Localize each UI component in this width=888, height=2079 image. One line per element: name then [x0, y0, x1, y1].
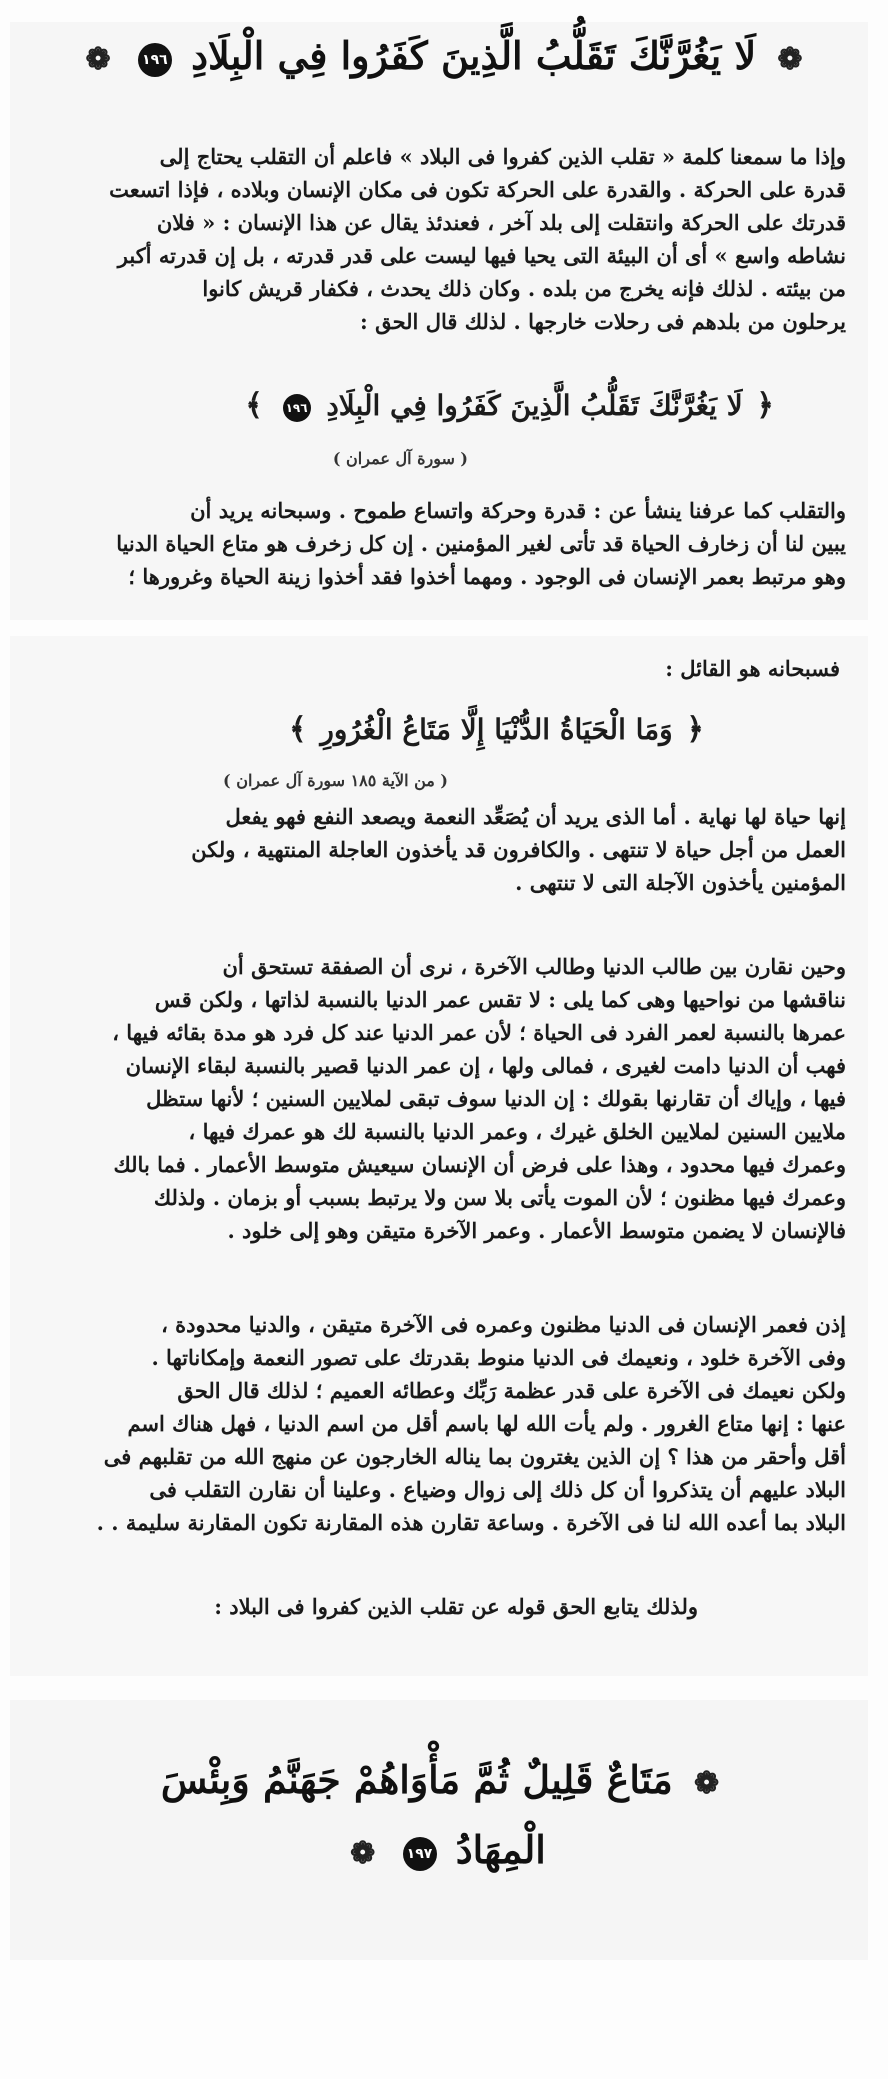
- text-line: من بيئته . لذلك فإنه يخرج من بلده . وكان ذلك يحدث ، فكفار قريش كانوا: [202, 276, 846, 301]
- paragraph-4: [46, 950, 846, 1247]
- bracket-open: ﴿: [686, 712, 704, 747]
- text-line: يرحلون من بلدهم فى رحلات خارجها . لذلك قال الحق :: [360, 309, 846, 334]
- text-line: البلاد عليهم أن يتذكروا أن كل ذلك إلى زوال وضياع . وعلينا أن نقارن التقلب فى: [149, 1477, 846, 1502]
- footer-verse-text-2: الْمِهَادُ: [455, 1827, 546, 1872]
- text-line: المؤمنين يأخذون الآجلة التى لا تنتهى .: [515, 870, 846, 895]
- paragraph-1: [46, 140, 846, 338]
- text-line: ولكن نعيمك فى الآخرة على قدر عظمة رَبِّك وعطائه العميم ؛ لذلك قال الحق: [177, 1378, 846, 1403]
- text-line: وفى الآخرة خلود ، ونعيمك فى الدنيا منوط بقدرتك على تصور النعمة وإمكاناتها .: [151, 1345, 846, 1370]
- text-line: البلاد بما أعده الله لنا فى الآخرة . وساعة تقارن هذه المقارنة تكون المقارنة سليمة . .: [96, 1510, 846, 1535]
- text-line: والتقلب كما عرفنا ينشأ عن : قدرة وحركة واتساع طموح . وسبحانه يريد أن: [190, 498, 846, 523]
- ornament-icon: ❁: [693, 1766, 720, 1801]
- paragraph-2: [46, 494, 846, 593]
- text-line: فهب أن الدنيا دامت لغيرى ، فمالى ولها ، إن عمر الدنيا قصير بالنسبة لبقاء الإنسان: [125, 1053, 846, 1078]
- quote-verse-1-text: لَا يَغُرَّنَّكَ تَقَلُّبُ الَّذِينَ كَفَرُوا فِي الْبِلَادِ: [326, 389, 743, 422]
- text-line: نشاطه واسع » أى أن البيئة التى يحيا فيها ليست على قدر قدرته ، بل إن قدرته أكبر: [117, 243, 846, 268]
- text-line: وعمرك فيها مظنون ؛ لأن الموت يأتى بلا سن ولا يرتبط بسبب أو بزمان . ولذلك: [153, 1185, 846, 1210]
- paragraph-5: [46, 1308, 846, 1539]
- ornament-icon: ❁: [777, 42, 803, 77]
- header-verse: [40, 26, 848, 90]
- bracket-close: ﴾: [288, 712, 307, 747]
- text-line: إذن فعمر الإنسان فى الدنيا مظنون وعمره فى الآخرة متيقن ، والدنيا محدودة ،: [161, 1312, 846, 1337]
- text-line: إنها حياة لها نهاية . أما الذى يريد أن يُصَعِّد النعمة ويصعد النفع فهو يفعل: [225, 804, 846, 829]
- intro-line: فسبحانه هو القائل :: [665, 656, 840, 681]
- quote-verse-2-text: وَمَا الْحَيَاةُ الدُّنْيَا إِلَّا مَتَاعُ الْغُرُورِ: [320, 713, 673, 746]
- text-line: وإذا ما سمعنا كلمة « تقلب الذين كفروا فى البلاد » فاعلم أن التقلب يحتاج إلى: [159, 144, 846, 169]
- ornament-icon: ❁: [85, 42, 111, 77]
- ayah-number-badge: ١٩٧: [403, 1837, 437, 1871]
- bracket-open: ﴿: [756, 388, 774, 423]
- text-line: وعمرك فيها محدود ، وهذا على فرض أن الإنسان سيعيش متوسط الأعمار . فما بالك: [113, 1152, 846, 1177]
- bracket-close: ﴾: [245, 388, 263, 423]
- text-line: عمرها بالنسبة لعمر الفرد فى الحياة ؛ لأن عمر الدنيا عند كل فرد هو مدة بقائه فيها ،: [112, 1020, 846, 1045]
- text-line: قدرتك على الحركة وانتقلت إلى بلد آخر ، فعندئذ يقال عن هذا الإنسان : « فلان: [156, 210, 846, 235]
- text-line: ملايين السنين لملايين الخلق غيرك ، وعمر الدنيا بالنسبة لك هو عمرك فيها ،: [188, 1119, 846, 1144]
- ayah-number-badge: ١٩٦: [283, 394, 311, 422]
- header-verse-text: لَا يَغُرَّنَّكَ تَقَلُّبُ الَّذِينَ كَفَرُوا فِي الْبِلَادِ: [191, 33, 757, 78]
- text-line: فالإنسان لا يضمن متوسط الأعمار . وعمر الآخرة متيقن وهو إلى خلود .: [227, 1218, 846, 1243]
- footer-verse-line-2: [40, 1820, 848, 1884]
- footer-verse-text-1: مَتَاعٌ قَلِيلٌ ثُمَّ مَأْوَاهُمْ جَهَنَّمُ وَبِئْسَ: [160, 1757, 673, 1802]
- text-line: العمل من أجل حياة لا تنتهى . والكافرون قد يأخذون العاجلة المنتهية ، ولكن: [191, 837, 846, 862]
- footer-verse-line-1: [40, 1750, 848, 1814]
- text-line: وحين نقارن بين طالب الدنيا وطالب الآخرة ، نرى أن الصفقة تستحق أن: [222, 954, 846, 979]
- text-line: فيها ، وإياك أن تقارنها بقولك : إن الدنيا سوف تبقى لملايين السنين ؛ لأنها ستظل: [146, 1086, 846, 1111]
- text-line: قدرة على الحركة . والقدرة على الحركة تكون فى مكان الإنسان وبلاده ، فإذا اتسعت: [109, 177, 846, 202]
- text-line: عنها : إنها متاع الغرور . ولم يأت الله لها باسم أقل من اسم الدنيا ، فهل هناك اسم: [127, 1411, 846, 1436]
- quote-2-source: ( من الآية ١٨٥ سورة آل عمران ): [223, 771, 448, 790]
- paragraph-3: [46, 800, 846, 899]
- quote-1-source: ( سورة آل عمران ): [332, 449, 468, 468]
- text-line: أقل وأحقر من هذا ؟ إن الذين يغترون بما يناله الخارجون عن منهج الله من تقلبهم فى: [103, 1444, 846, 1469]
- quote-verse-2: [285, 708, 708, 752]
- quote-verse-1: [241, 384, 778, 428]
- ornament-icon: ❁: [350, 1836, 376, 1871]
- ayah-number-badge: ١٩٦: [138, 43, 172, 77]
- text-line: يبين لنا أن زخارف الحياة قد تأتى لغير المؤمنين . إن كل زخرف هو متاع الحياة الدنيا: [116, 531, 846, 556]
- paragraph-6: ولذلك يتابع الحق قوله عن تقلب الذين كفروا فى البلاد :: [214, 1594, 698, 1619]
- text-line: نناقشها من نواحيها وهى كما يلى : لا تقس عمر الدنيا بالنسبة لذاتها ، ولكن قس: [154, 987, 846, 1012]
- text-line: وهو مرتبط بعمر الإنسان فى الوجود . ومهما أخذوا فقد أخذوا زينة الحياة وغرورها ؛: [128, 564, 846, 589]
